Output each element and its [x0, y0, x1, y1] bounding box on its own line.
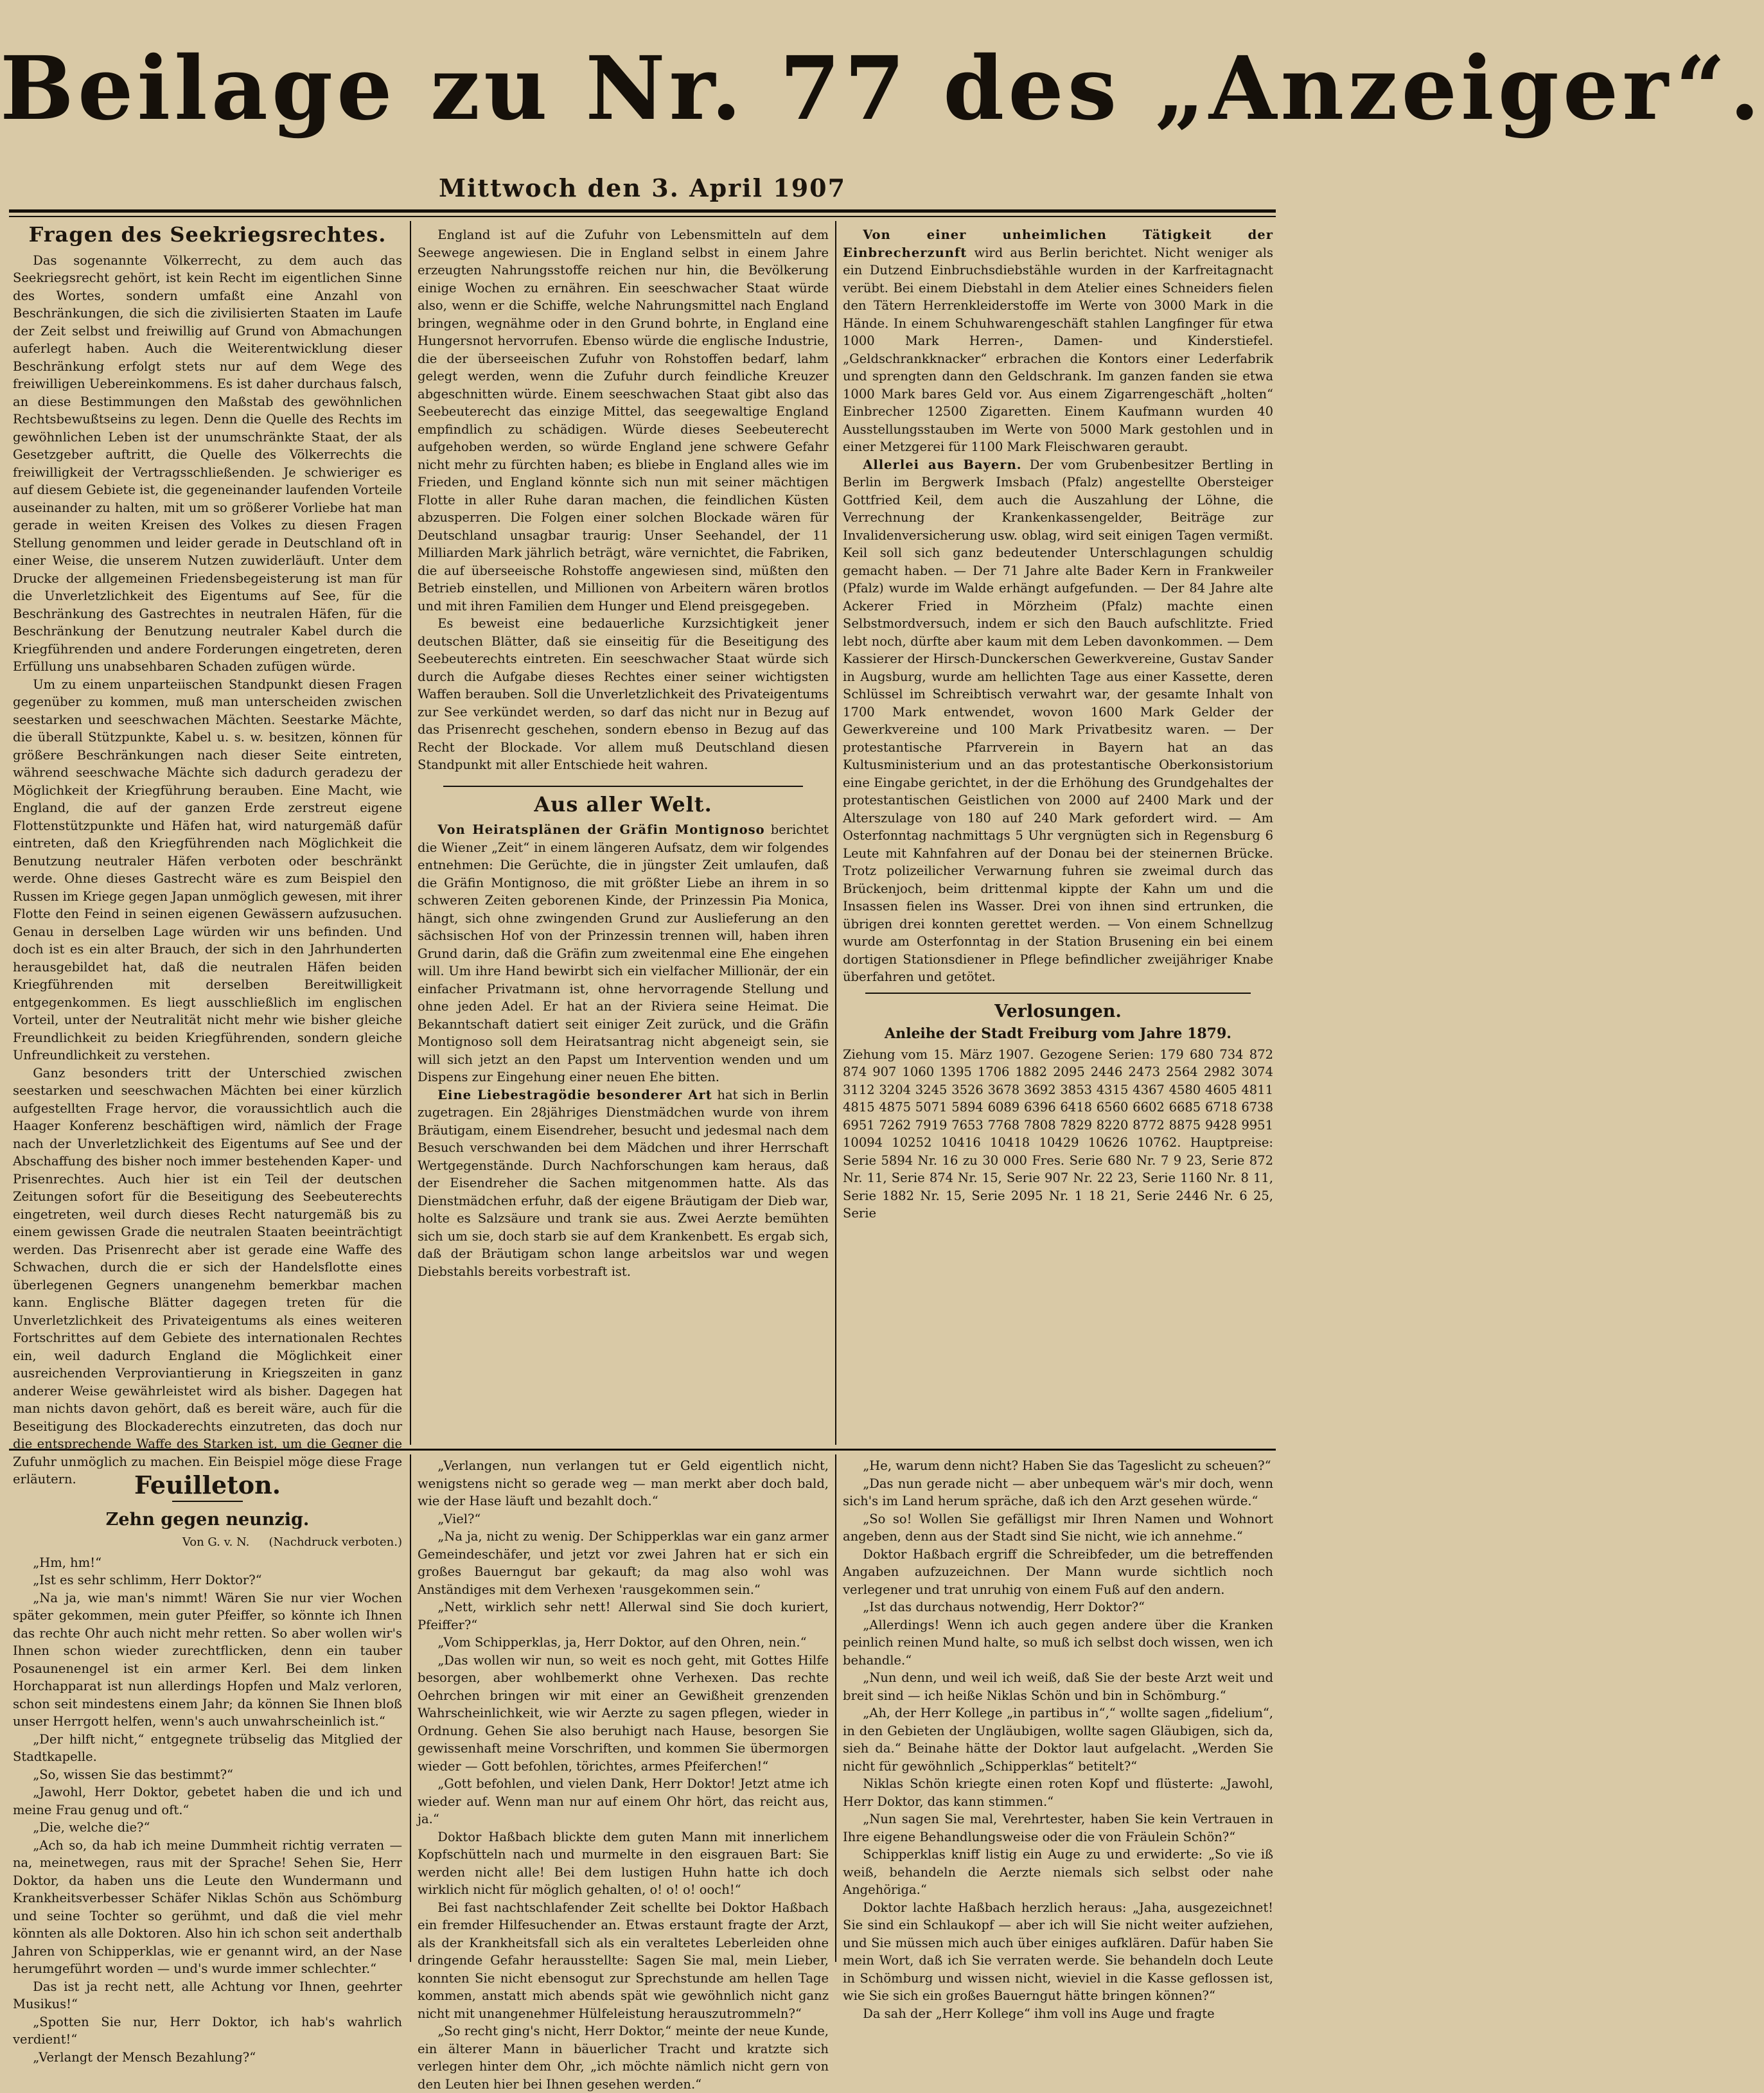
- story-paragraph: Doktor lachte Haßbach herzlich heraus: „Jaha, ausgezeichnet! Sie sind ein Schlaukopf — aber ich will Sie nicht weiter aufziehen, und Sie müssen mich auch über einiges aufklären. Dafür haben Sie mein Wort, daß ich Sie verraten werde. Sie behandeln doch Leute in Schömburg und wissen nicht, wieviel in die Kasse geflossen ist, wie Sie sich ein großes Bauerngut hätte bringen können?“: [843, 1900, 1273, 2003]
- news-lead: Von Heiratsplänen der Gräfin Montignoso: [437, 822, 765, 837]
- story-paragraph: Niklas Schön kriegte einen roten Kopf und flüsterte: „Jawohl, Herr Doktor, das kann stimmen.“: [843, 1776, 1273, 1809]
- story-paragraph: „Hm, hm!“: [33, 1555, 102, 1570]
- story-text: [13, 1554, 402, 2067]
- story-paragraph: „Nun denn, und weil ich weiß, daß Sie der beste Arzt weit und breit sind — ich heiße Niklas Schön und bin in Schömburg.“: [843, 1670, 1273, 1703]
- feuilleton-column-3: [843, 1457, 1273, 2021]
- story-paragraph: Schipperklas kniff listig ein Auge zu und erwiderte: „So vie iß weiß, behandeln die Aerzte niemals sich selbst oder nahe Angehöriga.“: [843, 1847, 1273, 1897]
- story-paragraph: „Nun sagen Sie mal, Verehrtester, haben Sie kein Vertrauen in Ihre eigene Behandlungsweise oder die von Fräulein Schön?“: [843, 1812, 1273, 1844]
- feuilleton-heading: Feuilleton.: [134, 1470, 281, 1499]
- news-item: [418, 821, 829, 1086]
- story-paragraph: Das ist ja recht nett, alle Achtung vor Ihnen, geehrter Musikus!“: [13, 1979, 402, 2011]
- story-paragraph: „Ist das durchaus notwendig, Herr Doktor?“: [863, 1600, 1145, 1614]
- masthead: Beilage zu Nr. 77 des „Anzeiger“.: [0, 37, 1764, 140]
- story-paragraph: „Das wollen wir nun, so weit es noch geht, mit Gottes Hilfe besorgen, aber wohlbemerkt ohne Verhexen. Das rechte Oehrchen bringen wir mit einer an Gewißheit grenzenden Wahrscheinlichkeit, wie wir Aerzte zu sagen pflegen, wieder in Ordnung. Gehen Sie also beruhigt nach Hause, besorgen Sie gewissenhaft meine Vorschriften, und kommen Sie übermorgen wieder — Gott befohlen, törichtes, armes Pfeiferchen!“: [418, 1652, 829, 1774]
- paragraph: Es beweist eine bedauerliche Kurzsichtigkeit jener deutschen Blätter, daß sie einseitig für die Beseitigung des Seebeuterechts eintreten. Ein seeschwacher Staat würde sich durch die Aufgabe dieses Rechtes einer seiner wichtigsten Waffen berauben. Soll die Unverletzlichkeit des Privateigentums zur See verkündet werden, so darf das nicht nur in Bezug auf das Prisenrecht geschehen, sondern ebenso in Bezug auf das Recht der Blockade. Vor allem muß Deutschland diesen Standpunkt mit aller Entschiede heit wahren.: [418, 616, 829, 772]
- story-paragraph: „Ah, der Herr Kollege „in partibus in“,“ wollte sagen „fidelium“, in den Gebieten der Ungläubigen, wollte sagen Gläubigen, sich da, sieh da.“ Beinahe hätte der Doktor laut aufgelacht. „Werden Sie nicht für gewöhnlich „Schipperklas“ betitelt?“: [843, 1706, 1273, 1774]
- news-lead: Eine Liebestragödie besonderer Art: [437, 1087, 712, 1102]
- story-paragraph: „Gott befohlen, und vielen Dank, Herr Doktor! Jetzt atme ich wieder auf. Wenn man nur auf einem Ohr hört, das reicht aus, ja.“: [418, 1776, 829, 1826]
- story-paragraph: „Ist es sehr schlimm, Herr Doktor?“: [33, 1573, 262, 1587]
- story-paragraph: Doktor Haßbach ergriff die Schreibfeder, um die betreffenden Angaben aufzuzeichnen. Der Mann wurde sichtlich noch verlegener und trat unruhig von einem Fuß auf den andern.: [843, 1546, 1273, 1597]
- column-rule-1: [410, 221, 411, 1445]
- article-continuation: [418, 226, 829, 1444]
- story-paragraph: „Na ja, wie man's nimmt! Wären Sie nur vier Wochen später gekommen, mein guter Pfeiffer, so könnte ich Ihnen das rechte Ohr auch nicht mehr retten. So aber wollen wir's Ihnen schon wieder zurechtflicken, denn ein tauber Posaunenengel ist ein armer Kerl. Bei dem linken Horchapparat ist nun allerdings Hopfen und Malz verloren, schon seit mindestens einem Jahr; da können Sie Ihnen bloß unser Herrgott helfen, wenn's auch unwahrscheinlich ist.“: [13, 1590, 402, 1729]
- divider: [865, 993, 1251, 994]
- story-text: [418, 1457, 829, 2093]
- story-paragraph: „So so! Wollen Sie gefälligst mir Ihren Namen und Wohnort angeben, denn aus der Stadt sind Sie nicht, wie ich annehme.“: [843, 1511, 1273, 1544]
- story-paragraph: „Die, welche die?“: [33, 1820, 150, 1835]
- feuilleton-column-1: [13, 1457, 402, 2065]
- news-item: [843, 456, 1273, 986]
- divider: [172, 1501, 243, 1502]
- story-paragraph: „Allerdings! Wenn ich auch gegen andere über die Kranken peinlich reinen Mund halte, so muß ich selbst doch wissen, wen ich behandle.“: [843, 1617, 1273, 1668]
- story-paragraph: „Vom Schipperklas, ja, Herr Doktor, auf den Ohren, nein.“: [437, 1635, 807, 1650]
- paragraph: Ganz besonders tritt der Unterschied zwischen seestarken und seeschwachen Mächten bei einer kürzlich aufgestellten Frage hervor, die voraussichtlich auch die Haager Konferenz beschäftigen wird, nämlich der Frage nach der Unverletzlichkeit des Eigentums auf See und der Abschaffung des bisher noch immer bestehenden Kaper- und Prisenrechtes. Auch hier ist ein Teil der deutschen Zeitungen sofort für die Beseitigung des Seebeuterechts eingetreten, weil durch dieses Recht naturgemäß bis zu einem gewissen Grade die neutralen Staaten beeinträchtigt werden. Das Prisenrecht aber ist gerade eine Waffe des Schwachen, durch die er sich der Handelsflotte eines überlegenen Gegners unangenehm bemerkbar machen kann. Englische Blätter dagegen treten für die Unverletzlichkeit des Privateigentums als eines weiteren Fortschrittes auf dem Gebiete des internationalen Rechtes ein, weil dadurch England die Möglichkeit einer ausreichenden Verproviantierung in Kriegszeiten in ganz anderer Weise gewährleistet wird als bisher. Dagegen hat man nichts davon gehört, daß es bereit wäre, auch für die Beseitigung des Blockaderechts einzutreten, das doch nur die entsprechende Waffe des Starken ist, um die Gegner die Zufuhr unmöglich zu machen. Ein Beispiel möge diese Frage erläutern.: [13, 1065, 402, 1487]
- story-paragraph: Da sah der „Herr Kollege“ ihm voll ins Auge und fragte: [863, 2006, 1215, 2021]
- story-text: [843, 1457, 1273, 2022]
- paragraph: Um zu einem unparteiischen Standpunkt diesen Fragen gegenüber zu kommen, muß man unterscheiden zwischen seestarken und seeschwachen Mächten. Seestarke Mächte, die überall Stützpunkte, Kabel u. s. w. besitzen, können für größere Beschränkungen nach dieser Seite eintreten, während seeschwache Mächte sich dadurch geradezu der Möglichkeit der Kriegführung berauben. Eine Macht, wie England, die auf der ganzen Erde zerstreut eigene Flottenstützpunkte und Häfen hat, wird naturgemäß dafür eintreten, daß den Kriegführenden nach Möglichkeit die Benutzung neutraler Häfen verboten oder beschränkt werde. Ohne dieses Gastrecht wäre es zum Beispiel den Russen im Kriege gegen Japan unmöglich gewesen, mit ihrer Flotte den Feind in seinen eigenen Gewässern aufzusuchen. Genau in derselben Lage würden wir uns befinden. Und doch ist es ein alter Brauch, der sich in den Jahrhunderten herausgebildet hat, daß die neutralen Häfen beiden Kriegführenden mit derselben Bereitwilligkeit entgegenkommen. Es liegt ausschließlich im englischen Vorteil, unter der Neutralität nicht mehr wie bisher gleiche Freundlichkeit zu beiden Kriegführenden, sondern gleiche Unfreundlichkeit zu verstehen.: [13, 676, 402, 1063]
- story-paragraph: „So recht ging's nicht, Herr Doktor,“ meinte der neue Kunde, ein älterer Mann in bäuerlicher Tracht und kratzte sich verlegen hinter dem Ohr, „ich möchte nämlich nicht gern von den Leuten hier bei Ihnen gesehen werden.“: [418, 2024, 829, 2092]
- story-paragraph: „Nett, wirklich sehr nett! Allerwal sind Sie doch kuriert, Pfeiffer?“: [418, 1600, 829, 1632]
- story-paragraph: „So, wissen Sie das bestimmt?“: [33, 1767, 234, 1782]
- news-item: [843, 226, 1273, 456]
- article-news-continued: [843, 226, 1273, 1444]
- story-paragraph: „Na ja, nicht zu wenig. Der Schipperklas war ein ganz armer Gemeindeschäfer, und jetzt vor zwei Jahren hat er sich ein großes Bauerngut bar gekauft; da mag also wohl was Anständiges mit dem Verhexen 'rausgekommen sein.“: [418, 1529, 829, 1597]
- news-item: [418, 1086, 829, 1281]
- story-paragraph: „Verlangt der Mensch Bezahlung?“: [33, 2049, 256, 2065]
- verlosungen-subtitle: Anleihe der Stadt Freiburg vom Jahre 1879.: [885, 1025, 1231, 1042]
- news-lead: Von einer unheimlichen Tätigkeit der Einbrecherzunft: [843, 227, 1273, 260]
- feuilleton-column-2: [418, 1457, 829, 2092]
- story-paragraph: Bei fast nachtschlafender Zeit schellte bei Doktor Haßbach ein fremder Hilfesuchender an. Etwas erstaunt fragte der Arzt, als der Krankheitsfall sich als ein veraltetes Leberleiden ohne dringende Gefahr herausstellte: Sagen Sie mal, mein Lieber, konnten Sie nicht ebensogut zur Sprechstunde am hellen Tage kommen, anstatt mich abends spät wie gewöhnlich nicht ganz nicht mit unangenehmer Hülfeleistung herauszutrommeln?“: [418, 1900, 829, 2021]
- article-title: Fragen des Seekriegsrechtes.: [28, 222, 387, 247]
- news-text: wird aus Berlin berichtet. Nicht weniger als ein Dutzend Einbruchsdiebstähle wurden in der Karfreitagnacht verübt. Bei einem Diebstahl in dem Atelier eines Schneiders fielen den Tätern Herrenkleiderstoffe im Werte von 3000 Mark in die Hände. In einem Schuhwarengeschäft stahlen Langfinger für etwa 1000 Mark Herren-, Damen- und Kinderstiefel. „Geldschrankknacker“ erbrachen die Kontors einer Lederfabrik und sprengten dann den Geldschrank. Im ganzen fanden sie etwa 1000 Mark bares Geld vor. Aus einem Zigarrengeschäft „holten“ Einbrecher 12500 Zigaretten. Einem Kaufmann wurden 40 Ausstellungsstauben im Werte von 5000 Mark gestohlen und in einer Metzgerei für 1100 Mark Fleischwaren geraubt.: [843, 245, 1273, 454]
- story-paragraph: Doktor Haßbach blickte dem guten Mann mit innerlichem Kopfschütteln nach und murmelte in den eisgrauen Bart: Sie werden nicht alle! Bei dem lustigen Huhn hatte ich doch wirklich nicht für möglich gehalten, o! o! o! ooch!“: [418, 1829, 829, 1897]
- story-byline: [13, 1533, 402, 1551]
- dateline: Mittwoch den 3. April 1907: [438, 173, 847, 202]
- story-paragraph: „Verlangen, nun verlangen tut er Geld eigentlich nicht, wenigstens nicht so gerade weg — man merkt aber doch bald, wie der Hase läuft und bezahlt doch.“: [418, 1458, 829, 1508]
- story-paragraph: „Spotten Sie nur, Herr Doktor, ich hab's wahrlich verdient!“: [13, 2014, 402, 2047]
- story-paragraph: „Ach so, da hab ich meine Dummheit richtig verraten — na, meinetwegen, raus mit der Sprache! Sehen Sie, Herr Doktor, da haben uns die Leute den Wundermann und Krankheitsverbesser Schäfer Niklas Schön aus Schömburg und seine Tochter so gerühmt, und daß die viel mehr könnten als alle Doktoren. Also hin ich schon seit anderthalb Jahren von Schipperklas, wie er genannt wird, an der Nase herumgeführt worden — und's wurde immer schlechter.“: [13, 1837, 402, 1976]
- story-paragraph: „He, warum denn nicht? Haben Sie das Tageslicht zu scheuen?“: [863, 1458, 1271, 1473]
- story-paragraph: „Der hilft nicht,“ entgegnete trübselig das Mitglied der Stadtkapelle.: [13, 1731, 402, 1764]
- news-lead: Allerlei aus Bayern.: [863, 457, 1022, 472]
- header-rule-thick: [9, 209, 1276, 213]
- story-title: Zehn gegen neunzig.: [105, 1509, 310, 1530]
- column-rule-3: [410, 1454, 411, 1962]
- story-paragraph: „Das nun gerade nicht — aber unbequem wär's mir doch, wenn sich's im Land herum spräche, daß ich den Arzt gesehen würde.“: [843, 1476, 1273, 1508]
- header-rule-thin: [9, 216, 1276, 217]
- divider: [443, 786, 803, 787]
- reprint-note: (Nachdruck verboten.): [269, 1535, 402, 1549]
- column-rule-4: [835, 1454, 836, 1962]
- story-paragraph: „Viel?“: [437, 1511, 481, 1526]
- verlosungen-text: Ziehung vom 15. März 1907. Gezogene Serien: 179 680 734 872 874 907 1060 1395 1706 1882 2095 2446 2473 2564 2982 3074 3112 3204 3245 3526 3678 3692 3853 4315 4367 4580 4605 4811 4815 4875 5071 5894 6089 6396 6418 6560 6602 6685 6718 6738 6951 7262 7919 7653 7768 7808 7829 8220 8772 8875 9428 9951 10094 10252 10416 10418 10429 10626 10762. Hauptpreise: Serie 5894 Nr. 16 zu 30 000 Fres. Serie 680 Nr. 7 9 23, Serie 872 Nr. 11, Serie 874 Nr. 15, Serie 907 Nr. 22 23, Serie 1160 Nr. 8 11, Serie 1882 Nr. 15, Serie 2095 Nr. 1 18 21, Serie 2446 Nr. 6 25, Serie: [843, 1046, 1273, 1221]
- news-text: Der vom Grubenbesitzer Bertling in Berlin im Bergwerk Imsbach (Pfalz) angestellte Obersteiger Gottfried Keil, dem auch die Auszahlung der Löhne, die Verrechnung der Krankenkassengelder, Beiträge zur Invalidenversicherung usw. oblag, wird seit einigen Tagen vermißt. Keil soll sich ganz bedeutender Unterschlagungen schuldig gemacht haben. — Der 71 Jahre alte Bader Kern in Frankweiler (Pfalz) wurde im Walde erhängt aufgefunden. — Der 84 Jahre alte Ackerer Fried in Mörzheim (Pfalz) machte einen Selbstmordversuch, indem er sich den Bauch aufschlitzte. Fried lebt noch, dürfte aber kaum mit dem Leben davonkommen. — Dem Kassierer der Hirsch-Dunckerschen Gewerkvereine, Gustav Sander in Augsburg, wurde am hellichten Tage aus einer Kassette, deren Schlüssel im Schreibtisch verwahrt war, der gesamte Inhalt von 1700 Mark entwendet, wovon 1600 Mark Gelder der Gewerkvereine und 100 Mark Privatbesitz waren. — Der protestantische Pfarrverein in Bayern hat an das Kultusministerium und an das protestantische Oberkonsistorium eine Eingabe gerichtet, in der die Erhöhung des Grundgehaltes der protestantischen Geistlichen von 2000 auf 2400 Mark und der Alterszulage von 180 auf 240 Mark gefordert wird. — Am Osterfonntag nachmittags 5 Uhr vergnügten sich in Regensburg 6 Leute mit Kahnfahren auf der Donau bei der steinernen Brücke. Trotz polizeilicher Verwarnung fuhren sie zweimal durch das Brückenjoch, beim drittenmal kippte der Kahn um und die Insassen fielen ins Wasser. Drei von ihnen sind ertrunken, die übrigen drei konnten gerettet werden. — Von einem Schnellzug wurde am Osterfonntag in der Station Brusening ein bei einem dortigen Stationsdiener in Pflege befindlicher zweijähriger Knabe überfahren und getötet.: [843, 457, 1273, 984]
- paragraph: Das sogenannte Völkerrecht, zu dem auch das Seekriegsrecht gehört, ist kein Recht im eigentlichen Sinne des Wortes, sondern umfaßt eine Anzahl von Beschränkungen, die sich die zivilisierten Staaten im Laufe der Zeit selbst und freiwillig auf Grund von Abmachungen auferlegt haben. Auch die Weiterentwicklung dieser Beschränkung erfolgt stets nur auf dem Wege des freiwilligen Uebereinkommens. Es ist daher durchaus falsch, an diese Bestimmungen den Maßstab des gewöhnlichen Rechtsbewußtseins zu legen. Denn die Quelle des Rechts im gewöhnlichen Leben ist der unumschränkte Staat, der als Gesetzgeber auftritt, die Quelle des Völkerrechts die freiwilligkeit der Vertragsschließenden. Je schwieriger es auf diesem Gebiete ist, die gegeneinander laufenden Vorteile auseinander zu halten, mit um so größerer Vorliebe hat man gerade in weiten Kreisen des Volkes zu diesen Fragen Stellung genommen und leider gerade in Deutschland oft in einer Weise, die unserem Nutzen zuwiderläuft. Unter dem Drucke der allgemeinen Friedensbegeisterung ist man für die Unverletzlichkeit des Eigentums auf See, für die Beschränkung des Gastrechtes in neutralen Häfen, für die Beschränkung der Benutzung neutraler Kabel durch die Kriegführenden und andere Forderungen eingetreten, deren Erfüllung uns unabsehbaren Schaden zufügen würde.: [13, 252, 402, 674]
- news-text: berichtet die Wiener „Zeit“ in einem längeren Aufsatz, dem wir folgendes entnehmen: Die Gerüchte, die in jüngster Zeit umlaufen, daß die Gräfin Montignoso, die mit größter Liebe an ihrem in so schweren Zeiten geborenen Kinde, der Prinzessin Pia Monica, hängt, sich ohne zwingenden Grund zur Auslieferung an den sächsischen Hof von der Prinzessin trennen will, haben ihren Grund darin, daß die Gräfin zum zweitenmal eine Ehe eingehen will. Um ihre Hand bewirbt sich ein vielfacher Millionär, der ein einfacher Privatmann ist, ohne hervorragende Stellung und ohne jeden Adel. Er hat an der Riviera seine Heimat. Die Bekanntschaft datiert seit einiger Zeit zurück, und die Gräfin Montignoso soll dem Heiratsantrag nicht abgeneigt sein, sie will sich jetzt an den Papst um Intervention wenden und um Dispens zur Eingehung einer neuen Ehe bitten.: [418, 822, 829, 1084]
- paragraph: England ist auf die Zufuhr von Lebensmitteln auf dem Seewege angewiesen. Die in England selbst in einem Jahre erzeugten Nahrungsstoffe reichen nur hin, die Bevölkerung einige Wochen zu ernähren. Ein seeschwacher Staat würde also, wenn er die Schiffe, welche Nahrungsmittel nach England bringen, wegnähme oder in den Grund bohrte, in England eine Hungersnot hervorrufen. Ebenso würde die englische Industrie, die der überseeischen Zufuhr von Rohstoffen bedarf, lahm gelegt werden, wenn die Zufuhr durch feindliche Kreuzer abgeschnitten würde. Einem seeschwachen Staat gibt also das Seebeuterecht das einzige Mittel, das seegewaltige England empfindlich zu schädigen. Würde dieses Seebeuterecht aufgehoben werden, so würde England jene schwere Gefahr nicht mehr zu fürchten haben; es bliebe in England alles wie im Frieden, und England könnte sich nun mit seiner mächtigen Flotte in aller Ruhe daran machen, die feindlichen Küsten abzusperren. Die Folgen einer solchen Blockade wären für Deutschland unsagbar traurig: Unser Seehandel, der 11 Milliarden Mark jährlich beträgt, wäre vernichtet, die Fabriken, die auf überseeische Rohstoffe angewiesen sind, müßten den Betrieb einstellen, und Millionen von Arbeitern wären brotlos und mit ihren Familien dem Hunger und Elend preisgegeben.: [418, 227, 829, 614]
- story-paragraph: „Jawohl, Herr Doktor, gebetet haben die und ich und meine Frau genug und oft.“: [13, 1785, 402, 1817]
- column-rule-2: [835, 221, 836, 1445]
- section-title-verlosungen: Verlosungen.: [994, 1001, 1122, 1021]
- news-text: hat sich in Berlin zugetragen. Ein 28jähriges Dienstmädchen wurde von ihrem Bräutigam, einem Eisendreher, besucht und jedesmal nach dem Besuch verschwanden bei dem Mädchen und ihrer Herrschaft Wertgegenstände. Durch Nachforschungen kam heraus, daß der Eisendreher die Sachen mitgenommen hatte. Als das Dienstmädchen erfuhr, daß der eigene Bräutigam der Dieb war, holte es Salzsäure und trank sie aus. Zwei Aerzte bemühten sich um sie, doch starb sie auf dem Krankenbett. Es ergab sich, daß der Bräutigam schon lange arbeitslos war und wegen Diebstahls bereits vorbestraft ist.: [418, 1087, 829, 1279]
- author: Von G. v. N.: [182, 1535, 250, 1549]
- section-title-aus-aller-welt: Aus aller Welt.: [534, 791, 712, 817]
